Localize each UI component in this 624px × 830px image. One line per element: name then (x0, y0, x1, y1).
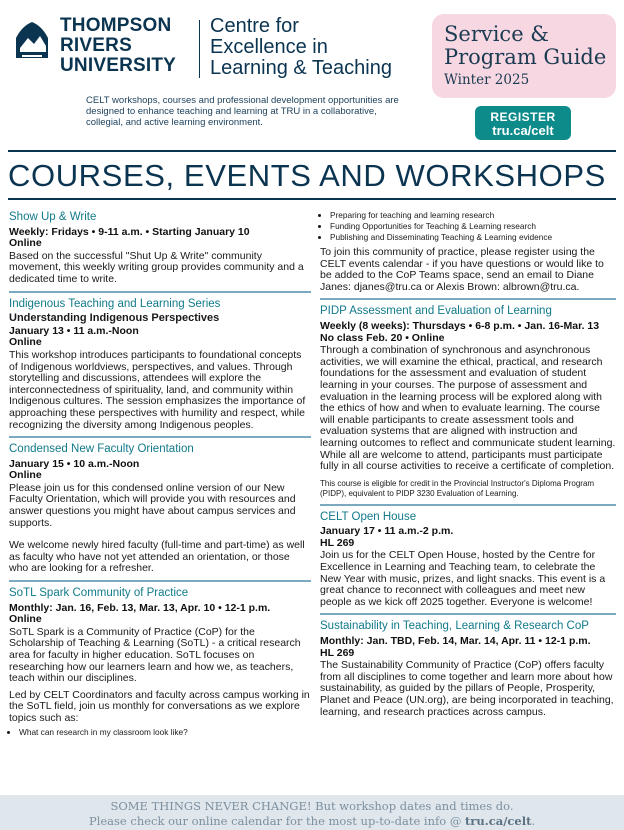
event-pidp-assessment (320, 306, 616, 505)
event-title: Show Up & Write (9, 211, 97, 223)
event-description: Through a combination of synchronous and asynchronous activities, we will examine the ethical, practical, and research foundations for the assessment and evaluation of student learning in your courses. The purpose of assessment and evaluation in the learning process will be explored along with the ethics of how and when to evaluate learning. The course will enable participants to create assessment tools and evaluation systems that are aligned with instruction and learning outcomes to reflect and communicate student learning. While all are welcome to attend, participants must participate fully in all course activities to receive a certificate of completion. (320, 344, 616, 473)
event-description: SoTL Spark is a Community of Practice (CoP) for the Scholarship of Teaching & Learning (SoTL) - a critical research area for faculty in higher education. SoTL focuses on researching how our learners learn and how we, as teachers, teach within our disciplines. (9, 625, 301, 685)
footer-calendar-note (0, 814, 624, 828)
event-schedule-2: No class Feb. 20 • Online (320, 331, 445, 344)
event-location: Online (9, 336, 42, 349)
centre-name-line-2: Excellence in (210, 36, 328, 58)
event-schedule: Monthly: Jan. TBD, Feb. 14, Mar. 14, Apr. 11 • 12-1 p.m. (320, 635, 591, 648)
event-celt-open-house (320, 512, 616, 616)
event-new-faculty-orientation (9, 444, 311, 582)
footer-calendar-text: Please check our online calendar for the most up-to-date info @ (88, 814, 465, 828)
title-rule-bottom (8, 198, 616, 200)
event-schedule: January 17 • 11 a.m.-2 p.m. (320, 525, 454, 538)
event-subtitle: Understanding Indigenous Perspectives (9, 312, 220, 325)
event-schedule: January 13 • 11 a.m.-Noon (9, 324, 139, 337)
event-description: To join this community of practice, please register using the CELT events calendar - if you have questions or would like to be added to the CoP Teams space, send an email to Diane Janes: djanes@tru.ca or Alexis Brown: albrown@tru.ca. (320, 246, 604, 293)
list-item: • Publishing and Disseminating Teaching & Learning evidence (330, 232, 616, 243)
event-title: Sustainability in Teaching, Learning & Research CoP (320, 620, 589, 633)
footer-notice: SOME THINGS NEVER CHANGE! But workshop dates and times do. (110, 799, 514, 813)
guide-title-line-1: Service & (444, 22, 549, 46)
event-description: Join us for the CELT Open House, hosted by the Centre for Excellence in Learning and Teaching team, to celebrate the New Year with music, prizes, and light snacks. This event is a great chance to reconnect with colleagues and meet new people as we kick off 2025 together. Everyone is welcome! (320, 549, 606, 608)
register-label: REGISTER (490, 110, 556, 124)
intro-text: CELT workshops, courses and professional development opportunities are designed to enhance teaching and learning at TRU in a collaborative, collegial, and active learning environment. (86, 95, 399, 128)
title-rule-top (8, 150, 616, 152)
event-schedule: Weekly (8 weeks): Thursdays • 6-8 p.m. • Jan. 16-Mar. 13 (320, 319, 600, 332)
topic-list (320, 210, 616, 243)
page-title: COURSES, EVENTS AND WORKSHOPS (8, 158, 606, 193)
university-name-line-1: THOMPSON (60, 15, 172, 36)
university-name-line-3: UNIVERSITY (60, 55, 177, 76)
event-location: Online (9, 613, 42, 626)
guide-term: Winter 2025 (444, 72, 530, 88)
event-sustainability-cop (320, 621, 616, 723)
guide-title-line-2: Program Guide (444, 45, 607, 69)
event-description: The Sustainability Community of Practice (CoP) offers faculty from all disciplines to come together and learn more about how sustainability, as guided by the pillars of People, Prosperity, Planet and Peace (UN.org), are being incorporated in teaching, learning, and research practices across campus. (320, 659, 614, 718)
centre-name-line-1: Centre for (210, 15, 299, 37)
logo-divider (199, 20, 200, 78)
event-credit-note: This course is eligible for credit in the Provincial Instructor's Diploma Program (PIDP), equivalent to PIDP 3230 Evaluation of Learning. (320, 478, 595, 498)
event-description: Based on the successful "Shut Up & Write" community movement, this weekly writing group provides community and a dedicated time to write. (9, 249, 304, 285)
register-url: tru.ca/celt (492, 123, 554, 138)
left-column (9, 212, 311, 749)
event-description-2: Led by CELT Coordinators and faculty across campus working in the SoTL field, join us monthly for conversations as we explore topics such as: (9, 688, 310, 724)
list-item: • What can research in my classroom look like? (19, 727, 311, 738)
event-location: Online (9, 469, 42, 482)
list-item: • Funding Opportunities for Teaching & Learning research (330, 221, 616, 232)
event-indigenous-series (9, 299, 311, 439)
register-button[interactable] (475, 106, 571, 140)
topic-list (9, 727, 311, 738)
university-name-line-2: RIVERS (60, 35, 132, 56)
list-item: • Preparing for teaching and learning research (330, 210, 616, 221)
event-schedule: Monthly: Jan. 16, Feb. 13, Mar. 13, Apr. 10 • 12-1 p.m. (9, 601, 271, 614)
tru-logo-icon (12, 18, 52, 64)
event-description: Please join us for this condensed online version of our New Faculty Orientation, which will provide you with resources and answer questions you might have about campus services and supports. (9, 481, 296, 529)
event-title: PIDP Assessment and Evaluation of Learning (320, 305, 552, 318)
event-location: HL 269 (320, 536, 355, 549)
event-location: HL 269 (320, 646, 355, 659)
event-title: Indigenous Teaching and Learning Series (9, 297, 221, 310)
event-title: Condensed New Faculty Orientation (9, 443, 194, 456)
footer-calendar-link[interactable]: tru.ca/celt (465, 814, 532, 828)
event-schedule: Weekly: Fridays • 9-11 a.m. • Starting January 10 (9, 225, 250, 238)
event-sotl-spark (9, 588, 311, 743)
event-sotl-spark-continued (320, 210, 616, 300)
event-title: SoTL Spark Community of Practice (9, 587, 189, 600)
right-column (320, 210, 616, 729)
footer-period: . (531, 814, 536, 828)
event-show-up-write (9, 212, 311, 293)
centre-name-line-3: Learning & Teaching (210, 57, 392, 79)
event-description-2: We welcome newly hired faculty (full-time and part-time) as well as faculty who have not yet attended an orientation, or those who are looking for a refresher. (9, 539, 305, 575)
event-schedule: January 15 • 10 a.m.-Noon (9, 457, 140, 470)
event-title: CELT Open House (320, 510, 417, 523)
event-description: This workshop introduces participants to foundational concepts of Indigenous worldviews, perspectives, and values. Through storytelling and discussions, attendees will explore the interconnectedness of spirituality, land, and community within Indigenous cultures. The session emphasizes the importance of approaching these perspectives with humility and respect, while recognizing the diversity among Indigenous peoples. (9, 348, 306, 431)
event-location: Online (9, 237, 42, 250)
